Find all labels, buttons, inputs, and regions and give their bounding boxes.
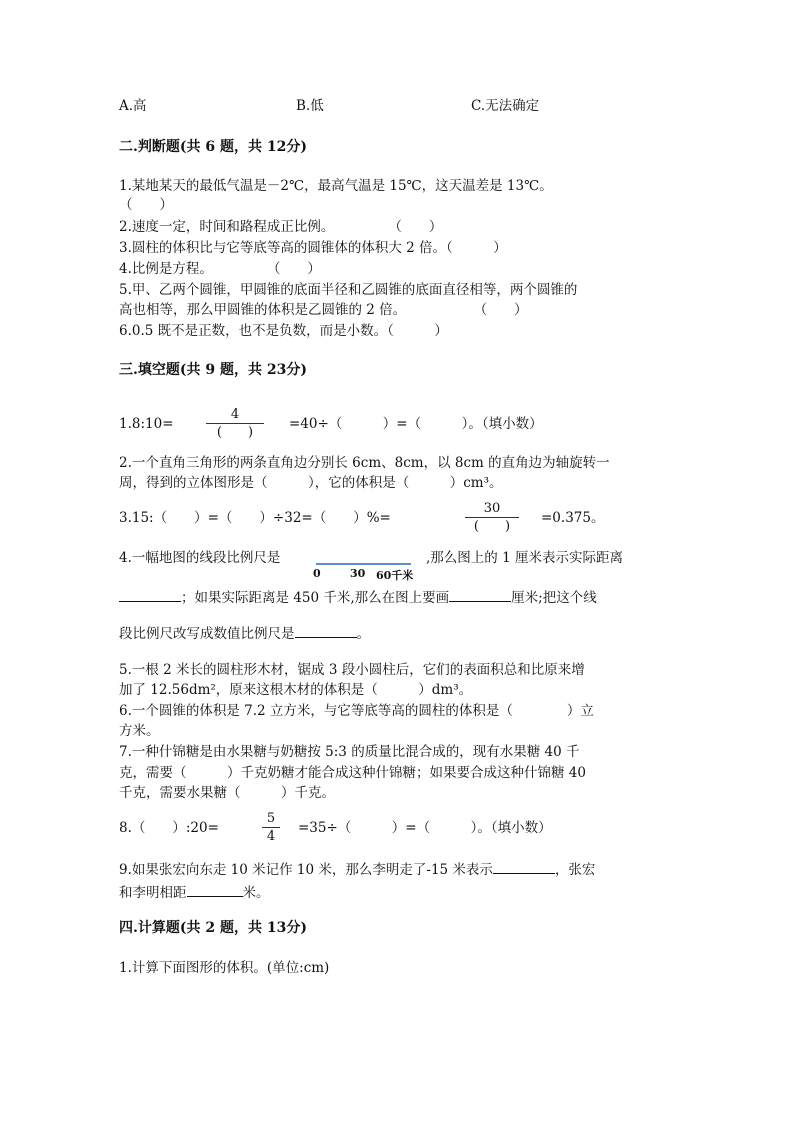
s3-q9-line2 — [119, 884, 270, 901]
s3-q5-line1: 5.一根 2 米长的圆柱形木材，锯成 3 段小圆柱后，它们的表面积总和比原来增 — [119, 662, 585, 678]
s3-q8-fraction-numerator: 5 — [266, 811, 276, 826]
s3-q4-line1b: ,那么图上的 1 厘米表示实际距离 — [426, 550, 623, 566]
s3-q9-line2b: 米。 — [242, 885, 270, 901]
s3-q4-line2a: ；如果实际距离是 450 千米,那么在图上要画 — [181, 590, 450, 606]
section4-heading: 四.计算题(共 2 题，共 13分) — [119, 920, 307, 936]
s2-q5-line1: 5.甲、乙两个圆锥，甲圆锥的底面半径和乙圆锥的底面直径相等，两个圆锥的 — [119, 282, 578, 298]
s3-q1-fraction-denominator: ( ) — [216, 425, 254, 440]
section3-heading: 三.填空题(共 9 题，共 23分) — [119, 362, 307, 378]
s3-q6-line1: 6.一个圆锥的体积是 7.2 立方米，与它等底等高的圆柱的体积是（ ）立 — [119, 703, 594, 719]
s3-q9-line2a: 和李明相距 — [119, 885, 187, 901]
line-scale-bar — [313, 561, 423, 587]
s2-q1-line1: 1.某地某天的最低气温是－2℃，最高气温是 15℃，这天温差是 13℃。 — [119, 178, 553, 194]
s3-q8-prefix: 8.（ ）:20= — [119, 820, 219, 836]
s3-q9-line1b: ，张宏 — [554, 862, 596, 878]
s2-q4: 4.比例是方程。 （ ） — [119, 261, 321, 277]
s2-q5-line2: 高也相等，那么甲圆锥的体积是乙圆锥的 2 倍。 （ ） — [119, 302, 528, 318]
s3-q4-line3a: 段比例尺改写成数值比例尺是 — [119, 626, 295, 642]
s2-q2: 2.速度一定，时间和路程成正比例。 （ ） — [119, 219, 443, 235]
s3-q8-fraction-denominator: 4 — [266, 829, 276, 844]
scale-bar-line — [316, 563, 411, 565]
s3-q4-line1a: 4.一幅地图的线段比例尺是 — [119, 550, 281, 566]
s3-q3-suffix: =0.375。 — [541, 510, 605, 526]
s2-q3: 3.圆柱的体积比与它等底等高的圆锥体的体积大 2 倍。（ ） — [119, 240, 507, 256]
s3-q1-prefix: 1.8:10= — [119, 416, 174, 432]
s3-q5-line2: 加了 12.56dm²，原来这根木材的体积是（ ）dm³。 — [119, 682, 473, 698]
s3-q4-line2 — [119, 589, 597, 606]
s3-q2-line1: 2.一个直角三角形的两条直角边分别长 6cm、8cm，以 8cm 的直角边为轴旋转一 — [119, 455, 610, 471]
answer-blank — [187, 884, 243, 897]
fraction-bar — [206, 423, 264, 424]
s3-q9-line1a: 9.如果张宏向东走 10 米记作 10 米，那么李明走了-15 米表示 — [119, 862, 493, 878]
s2-q6: 6.0.5 既不是正数，也不是负数，而是小数。（ ） — [119, 323, 448, 339]
answer-blank — [119, 589, 181, 602]
answer-blank — [449, 589, 511, 602]
s3-q1-fraction-numerator: 4 — [230, 407, 240, 422]
scale-label-60: 60千米 — [376, 569, 414, 582]
s3-q9-line1 — [119, 861, 595, 878]
s3-q7-line1: 7.一种什锦糖是由水果糖与奶糖按 5:3 的质量比混合成的，现有水果糖 40 千 — [119, 744, 580, 760]
s3-q2-line2: 周，得到的立体图形是（ ），它的体积是（ ）cm³。 — [119, 475, 503, 491]
s3-q8-suffix: =35÷（ ）=（ ）。（填小数） — [298, 820, 552, 836]
s3-q4-line3 — [119, 625, 370, 642]
s3-q4-line2b: 厘米;把这个线 — [511, 590, 597, 606]
answer-blank — [295, 625, 357, 638]
s3-q6-line2: 方米。 — [119, 723, 160, 739]
s3-q8-fraction — [262, 812, 280, 844]
s3-q4-line3b: 。 — [356, 626, 370, 642]
s3-q7-line2: 克，需要（ ）千克奶糖才能合成这种什锦糖；如果要合成这种什锦糖 40 — [119, 765, 586, 781]
fraction-bar — [465, 517, 519, 518]
scale-label-0: 0 — [313, 567, 321, 580]
scale-label-30: 30 — [350, 567, 366, 580]
s3-q3-prefix: 3.15:（ ）=（ ）÷32=（ ）%= — [119, 510, 391, 526]
s3-q3-fraction-denominator: ( ) — [473, 519, 511, 534]
fraction-bar — [262, 827, 280, 828]
s3-q1-fraction — [206, 408, 264, 440]
s4-q1: 1.计算下面图形的体积。(单位:cm) — [119, 960, 330, 976]
option-b: B.低 — [296, 98, 324, 114]
option-c: C.无法确定 — [471, 98, 540, 114]
s3-q7-line3: 千克，需要水果糖（ ）千克。 — [119, 785, 335, 801]
s2-q1-line2: （ ） — [119, 197, 173, 213]
option-a: A.高 — [119, 98, 147, 114]
s3-q3-fraction-numerator: 30 — [483, 501, 501, 516]
s3-q3-fraction — [465, 502, 519, 534]
section2-heading: 二.判断题(共 6 题，共 12分) — [119, 139, 307, 155]
answer-blank — [493, 861, 555, 874]
s3-q1-suffix: =40÷（ ）=（ ）。（填小数） — [289, 416, 543, 432]
